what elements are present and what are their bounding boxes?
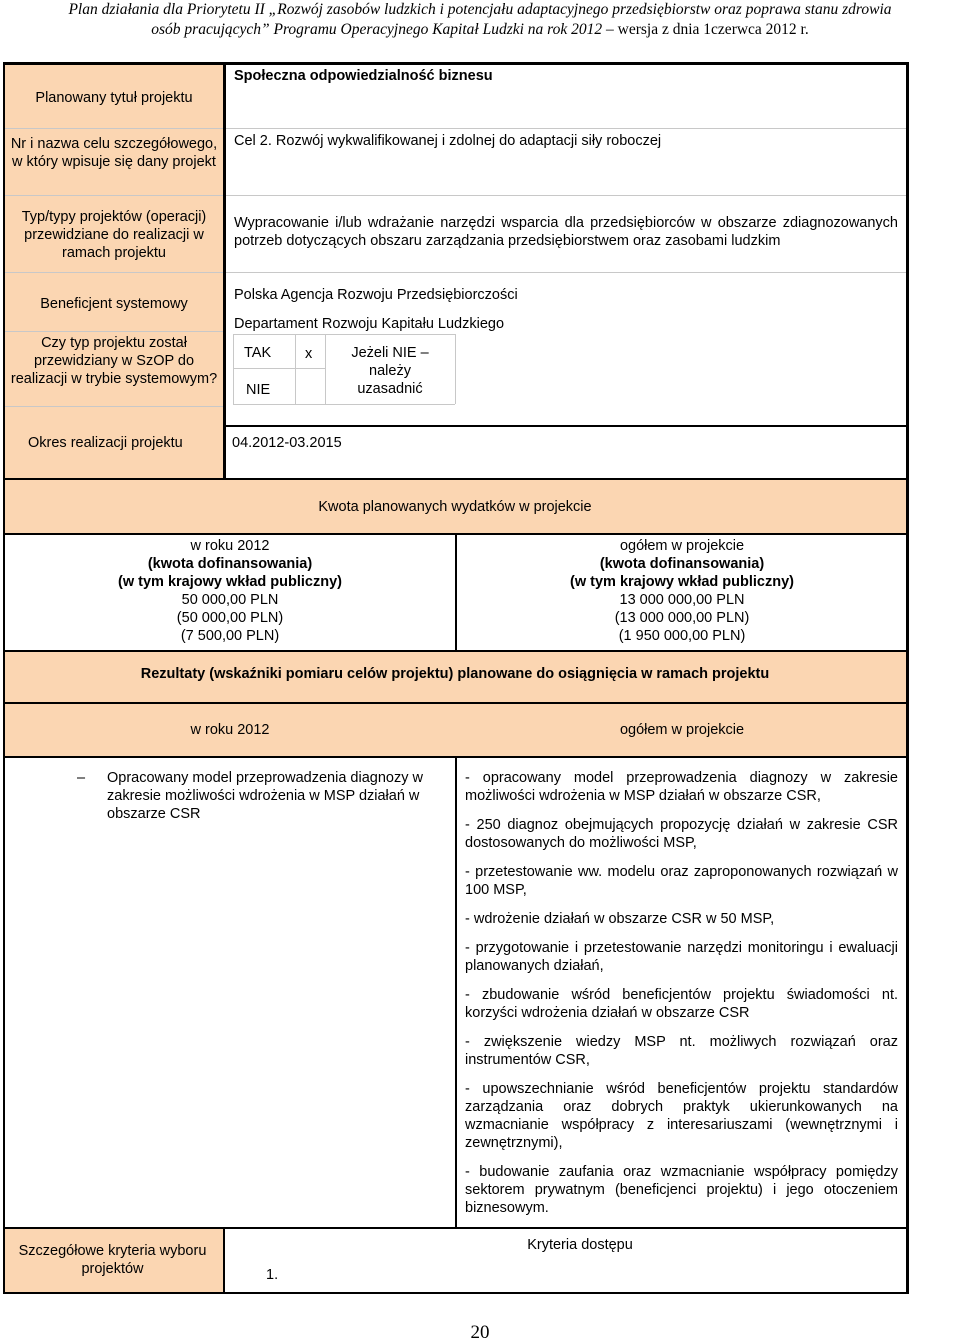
budget-2012-public: (7 500,00 PLN)	[180, 628, 280, 644]
label-criteria: Szczegółowe kryteria wyboru projektów	[18, 1243, 207, 1277]
header-line-2-italic: osób pracujących” Programu Operacyjnego Kapitał Ludzki na rok 2012 –	[151, 21, 614, 38]
budget-title: Kwota planowanych wydatków w projekcie	[318, 499, 592, 515]
border-budget-top	[3, 478, 909, 480]
criteria-access: Kryteria dostępu	[527, 1237, 633, 1253]
results-total-heading: ogółem w projekcie	[619, 722, 745, 738]
separator	[5, 195, 223, 196]
results-2012-item: Opracowany model przeprowadzenia diagnozy w zakresie możliwości wdrożenia w MSP działań w obszarze CSR	[107, 770, 423, 822]
result-item: - opracowany model przeprowadzenia diagnozy w zakresie możliwości wdrożenia w MSP działań w obszarze CSR,	[465, 770, 898, 804]
result-item: - budowanie zaufania oraz wzmacnianie współpracy pomiędzy sektorem prywatnym (beneficjenci projektu) i jego otoczeniem biznesowym.	[465, 1164, 898, 1216]
budget-2012	[5, 537, 455, 645]
yes-no-border	[233, 334, 455, 335]
result-item: - 250 diagnoz obejmujących propozycję działań w zakresie CSR dostosowanych do możliwości MSP,	[465, 817, 898, 851]
separator	[226, 195, 906, 196]
label-beneficiary: Beneficjent systemowy	[40, 296, 188, 312]
budget-2012-heading: w roku 2012	[190, 538, 270, 554]
border-top	[3, 62, 909, 65]
budget-2012-cofinancing: (50 000,00 PLN)	[176, 610, 284, 626]
label-project-title: Planowany tytuł projektu	[35, 90, 193, 106]
yes-label: TAK	[244, 345, 272, 361]
header-line-2	[0, 20, 960, 40]
border-label-divider	[223, 63, 226, 479]
results-2012-dash: –	[77, 770, 86, 786]
yes-no-border	[295, 334, 296, 404]
label-goal: Nr i nazwa celu szczegółowego, w który wpisuje się dany projekt	[10, 136, 218, 170]
criteria-number: 1.	[266, 1267, 279, 1283]
yes-no-border	[233, 404, 455, 405]
results-total-list	[465, 769, 898, 1228]
border-results-title-top	[3, 650, 909, 652]
border-results-mid	[455, 757, 457, 1228]
budget-total-cofinancing: (13 000 000,00 PLN)	[614, 610, 750, 626]
document-header	[0, 0, 960, 40]
yes-checkbox-mark: x	[305, 346, 313, 362]
results-title: Rezultaty (wskaźniki pomiaru celów projektu) planowane do osiągnięcia w ramach projektu	[140, 666, 770, 682]
border-bottom	[3, 1292, 909, 1294]
budget-total-heading-cofinancing: (kwota dofinansowania)	[599, 556, 765, 572]
result-item: - przetestowanie ww. modelu oraz zaproponowanych rozwiązań w 100 MSP,	[465, 864, 898, 898]
beneficiary-name: Polska Agencja Rozwoju Przedsiębiorczości	[234, 287, 518, 303]
budget-2012-heading-cofinancing: (kwota dofinansowania)	[147, 556, 313, 572]
budget-total-amount: 13 000 000,00 PLN	[619, 592, 745, 608]
separator	[5, 406, 223, 407]
beneficiary-department: Departament Rozwoju Kapitału Ludzkiego	[234, 316, 505, 332]
result-item: - zbudowanie wśród beneficjentów projektu świadomości nt. korzyści wdrożenia działań w obszarze CSR	[465, 987, 898, 1021]
budget-total-public: (1 950 000,00 PLN)	[618, 628, 746, 644]
label-project-type: Typ/typy projektów (operacji) przewidziane do realizacji w ramach projektu	[21, 209, 207, 261]
result-item: - wdrożenie działań w obszarze CSR w 50 MSP,	[465, 911, 775, 927]
page-number: 20	[470, 1322, 490, 1343]
separator	[226, 128, 906, 129]
yes-no-border	[233, 368, 325, 369]
yes-no-border	[325, 334, 326, 404]
border-results-head-top	[3, 702, 909, 704]
project-goal: Cel 2. Rozwój wykwalifikowanej i zdolnej do adaptacji siły roboczej	[234, 133, 662, 149]
yes-no-border	[233, 334, 234, 404]
border-right	[906, 63, 909, 1294]
separator	[5, 128, 223, 129]
separator	[226, 272, 906, 273]
label-period: Okres realizacji projektu	[28, 435, 183, 451]
separator	[5, 331, 223, 332]
budget-total	[457, 537, 907, 645]
separator	[5, 272, 223, 273]
border-period-top	[225, 425, 908, 427]
header-line-1: Plan działania dla Priorytetu II „Rozwój zasobów ludzkich i potencjału adaptacyjnego przedsiębiorstw oraz poprawa stanu zdrowia	[68, 1, 892, 18]
budget-2012-heading-public: (w tym krajowy wkład publiczny)	[118, 574, 342, 590]
project-type: Wypracowanie i/lub wdrażanie narzędzi wsparcia dla przedsiębiorców w obszarze zdiagnozowanych potrzeb dotyczących obszaru zarządzania przedsiębiorstwem oraz zasobami ludzkim	[234, 215, 898, 249]
yes-no-border	[455, 334, 456, 404]
header-line-2-version: wersja z dnia 1czerwca 2012 r.	[613, 21, 809, 38]
result-item: - przygotowanie i przetestowanie narzędzi monitoringu i ewaluacji planowanych działań,	[465, 940, 898, 974]
results-2012-heading: w roku 2012	[190, 722, 270, 738]
budget-total-heading: ogółem w projekcie	[619, 538, 745, 554]
label-systemic: Czy typ projektu został przewidziany w SzOP do realizacji w trybie systemowym?	[10, 335, 218, 387]
border-criteria-divider	[223, 1228, 225, 1293]
justify-note: Jeżeli NIE – należy uzasadnić	[351, 345, 429, 397]
project-period: 04.2012-03.2015	[232, 435, 342, 451]
result-item: - zwiększenie wiedzy MSP nt. możliwych rozwiązań oraz instrumentów CSR,	[465, 1034, 898, 1068]
project-title: Społeczna odpowiedzialność biznesu	[234, 68, 493, 84]
no-label: NIE	[246, 382, 271, 398]
budget-2012-amount: 50 000,00 PLN	[181, 592, 279, 608]
budget-total-heading-public: (w tym krajowy wkład publiczny)	[570, 574, 794, 590]
result-item: - upowszechnianie wśród beneficjentów projektu standardów zarządzania oraz dobrych praktyk ukierunkowanych na wzmacnianie współpracy z interesariuszami (wewnętrznymi i zewnętrznymi),	[465, 1081, 898, 1151]
